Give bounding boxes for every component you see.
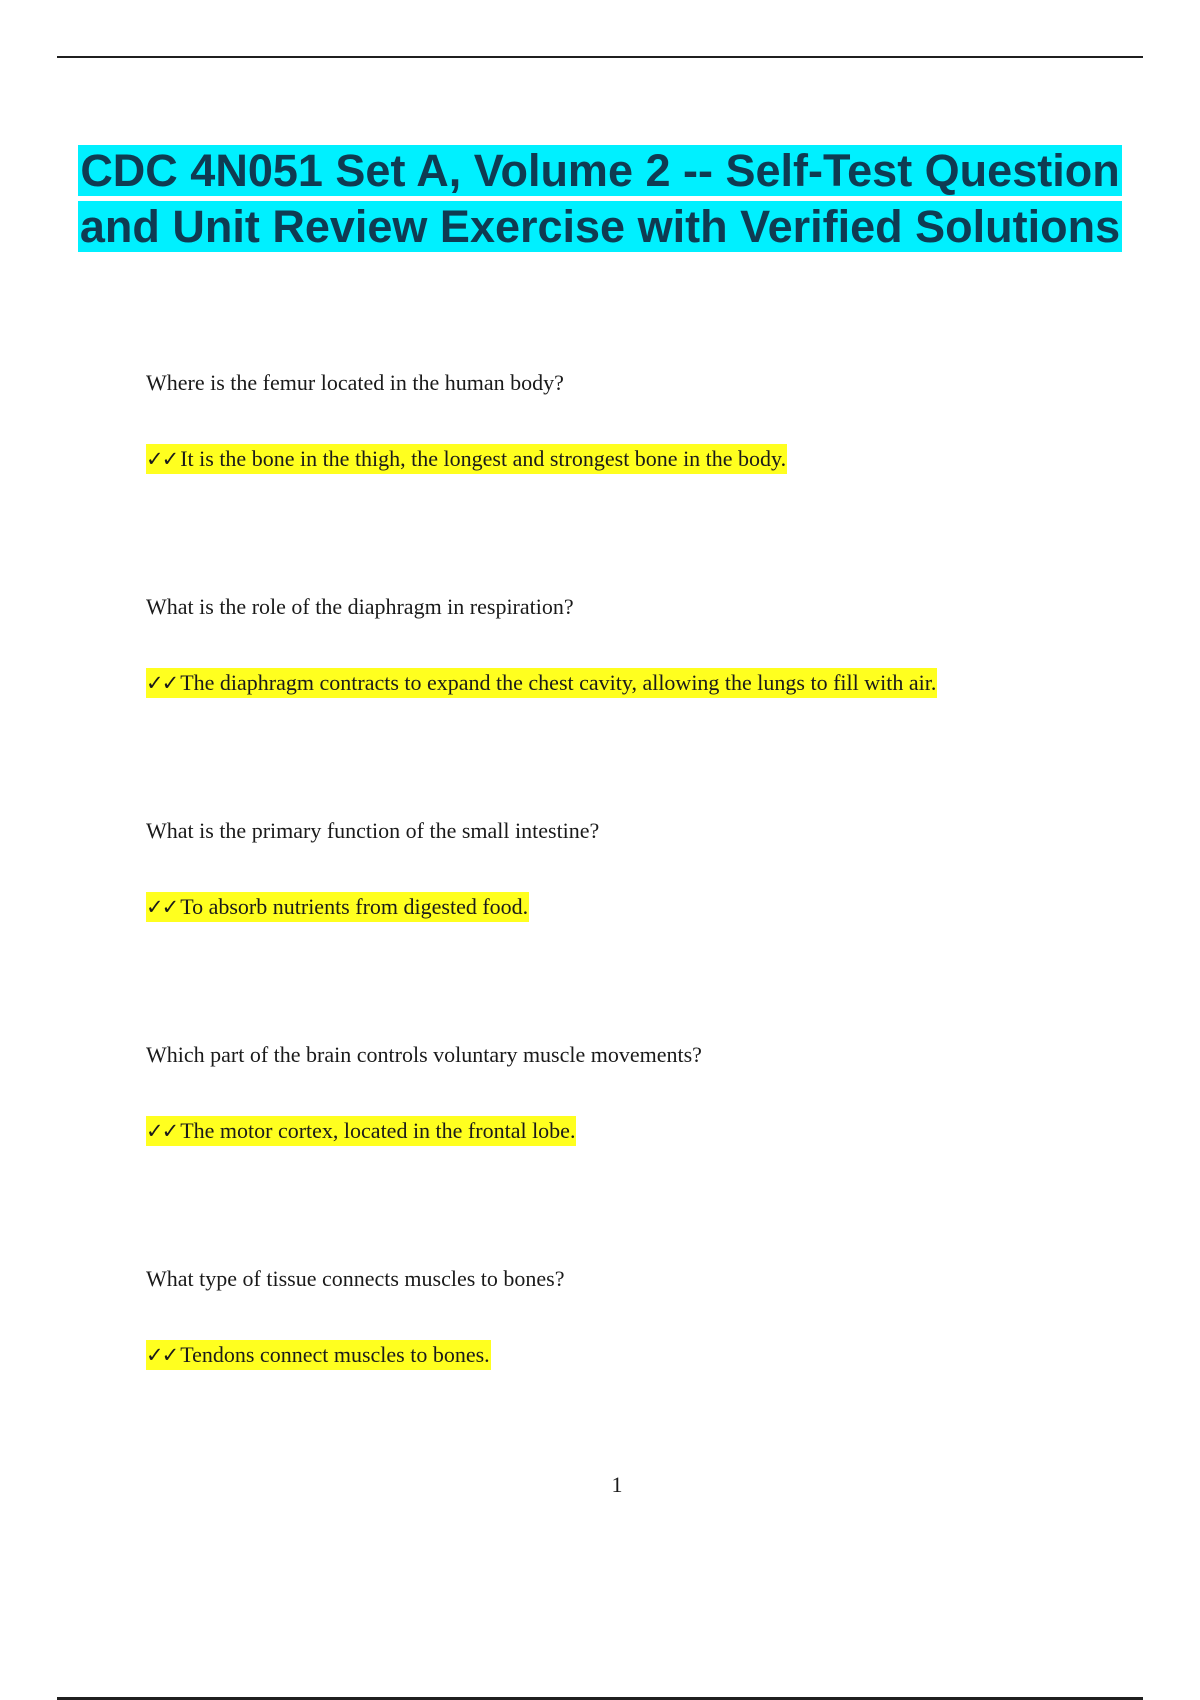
question-text: Where is the femur located in the human body? (146, 370, 564, 395)
answer (146, 444, 787, 474)
answer (146, 1116, 576, 1146)
answer-text: Tendons connect muscles to bones. (180, 1342, 490, 1367)
answer-highlight (146, 892, 529, 922)
question-text: What type of tissue connects muscles to bones? (146, 1266, 565, 1291)
double-check-icon: ✓✓ (146, 447, 178, 471)
question-text: Which part of the brain controls voluntary muscle movements? (146, 1042, 702, 1067)
answer-highlight (146, 668, 937, 698)
answer-text: To absorb nutrients from digested food. (180, 894, 529, 919)
answer-highlight (146, 1340, 491, 1370)
question-text: What is the primary function of the small intestine? (146, 818, 600, 843)
answer-highlight (146, 444, 787, 474)
document-title-text: CDC 4N051 Set A, Volume 2 -- Self-Test Question and Unit Review Exercise with Verified Solutions (79, 145, 1121, 252)
answer-text: The diaphragm contracts to expand the chest cavity, allowing the lungs to fill with air. (180, 670, 937, 695)
answer (146, 1340, 491, 1370)
double-check-icon: ✓✓ (146, 1343, 178, 1367)
answer-text: It is the bone in the thigh, the longest and strongest bone in the body. (180, 446, 787, 471)
document-title (60, 143, 1140, 255)
answer (146, 892, 529, 922)
double-check-icon: ✓✓ (146, 895, 178, 919)
header-rule (57, 56, 1143, 58)
answer (146, 668, 937, 698)
page-number: 1 (611, 1472, 623, 1497)
question-text: What is the role of the diaphragm in respiration? (146, 594, 574, 619)
double-check-icon: ✓✓ (146, 671, 178, 695)
answer-text: The motor cortex, located in the frontal lobe. (180, 1118, 576, 1143)
double-check-icon: ✓✓ (146, 1119, 178, 1143)
answer-highlight (146, 1116, 576, 1146)
